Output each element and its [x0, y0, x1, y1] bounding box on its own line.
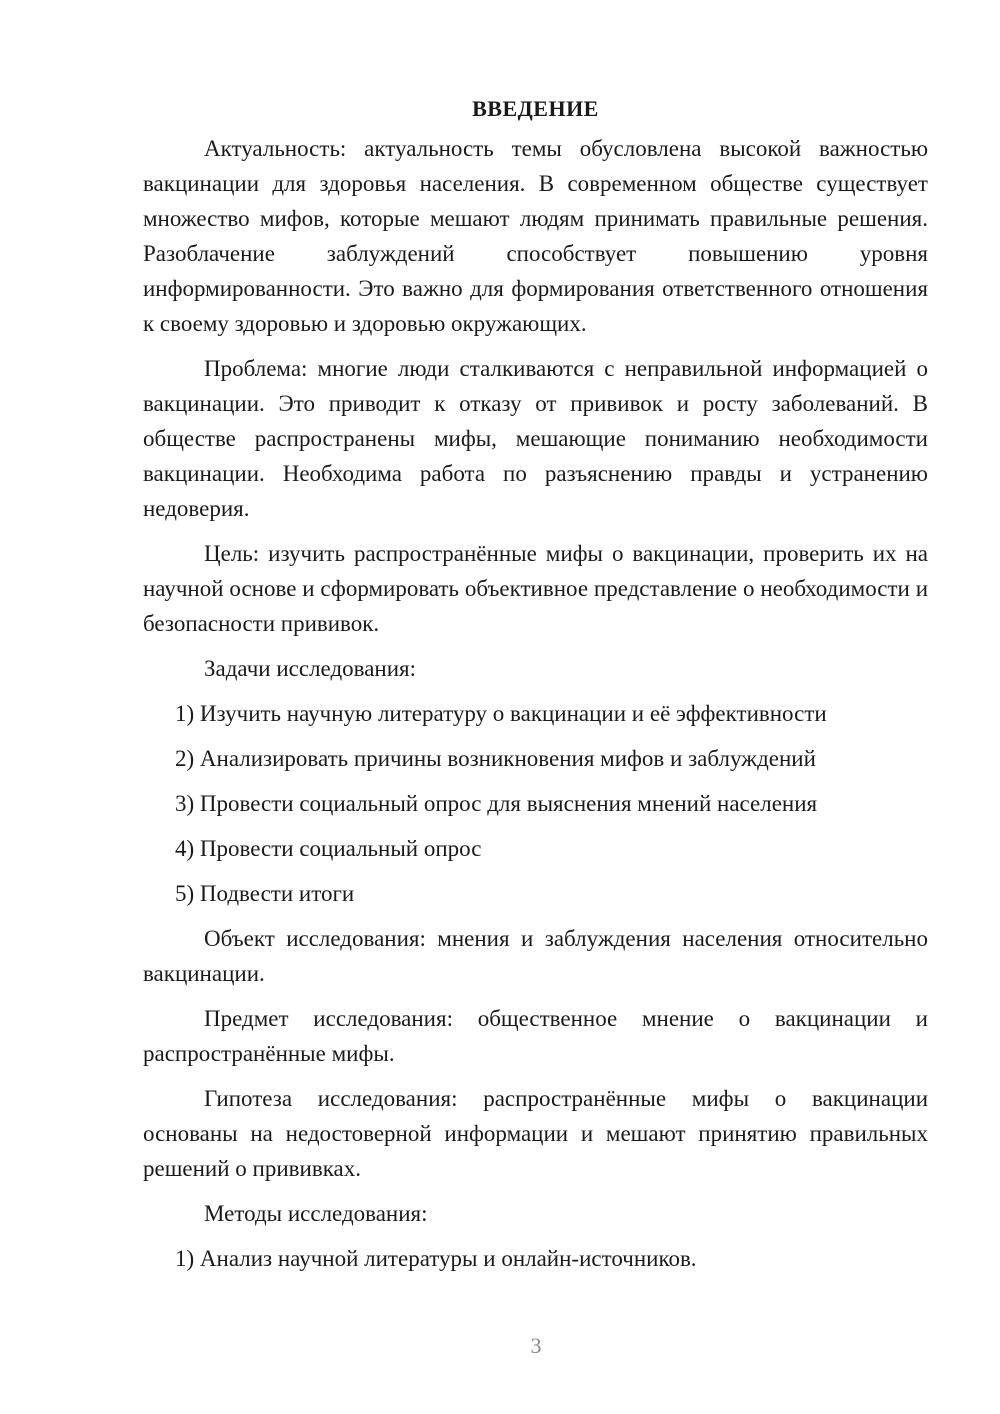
task-item: 2) Анализировать причины возникновения мифов и заблуждений	[175, 746, 816, 771]
task-item: 3) Провести социальный опрос для выяснения мнений населения	[175, 791, 818, 816]
object-paragraph: Объект исследования: мнения и заблуждения населения относительно вакцинации.	[143, 926, 928, 986]
task-item: 5) Подвести итоги	[175, 881, 355, 906]
methods-heading: Методы исследования:	[204, 1201, 428, 1226]
method-item: 1) Анализ научной литературы и онлайн-источников.	[175, 1246, 697, 1271]
goal-paragraph: Цель: изучить распространённые мифы о вакцинации, проверить их на научной основе и сформировать объективное представление о необходимости и безопасности прививок.	[143, 541, 928, 636]
section-title: ВВЕДЕНИЕ	[472, 96, 599, 121]
page-number: 3	[530, 1333, 542, 1358]
problem-paragraph: Проблема: многие люди сталкиваются с неправильной информацией о вакцинации. Это приводит к отказу от прививок и росту заболеваний. В обществе распространены мифы, мешающие пониманию необходимости вакцинации. Необходима работа по разъяснению правды и устранению недоверия.	[143, 356, 928, 521]
page-content	[143, 91, 928, 1286]
relevance-paragraph: Актуальность: актуальность темы обусловлена высокой важностью вакцинации для здоровья населения. В современном обществе существует множество мифов, которые мешают людям принимать правильные решения. Разоблачение заблуждений способствует повышению уровня информированности. Это важно для формирования ответственного отношения к своему здоровью и здоровью окружающих.	[143, 136, 928, 336]
subject-paragraph: Предмет исследования: общественное мнение о вакцинации и распространённые мифы.	[143, 1006, 928, 1066]
tasks-heading: Задачи исследования:	[204, 656, 417, 681]
task-item: 4) Провести социальный опрос	[175, 836, 482, 861]
hypothesis-paragraph: Гипотеза исследования: распространённые мифы о вакцинации основаны на недостоверной информации и мешают принятию правильных решений о прививках.	[143, 1086, 928, 1181]
methods-list	[143, 1241, 928, 1276]
tasks-list	[143, 696, 928, 911]
task-item: 1) Изучить научную литературу о вакцинации и её эффективности	[175, 701, 827, 726]
